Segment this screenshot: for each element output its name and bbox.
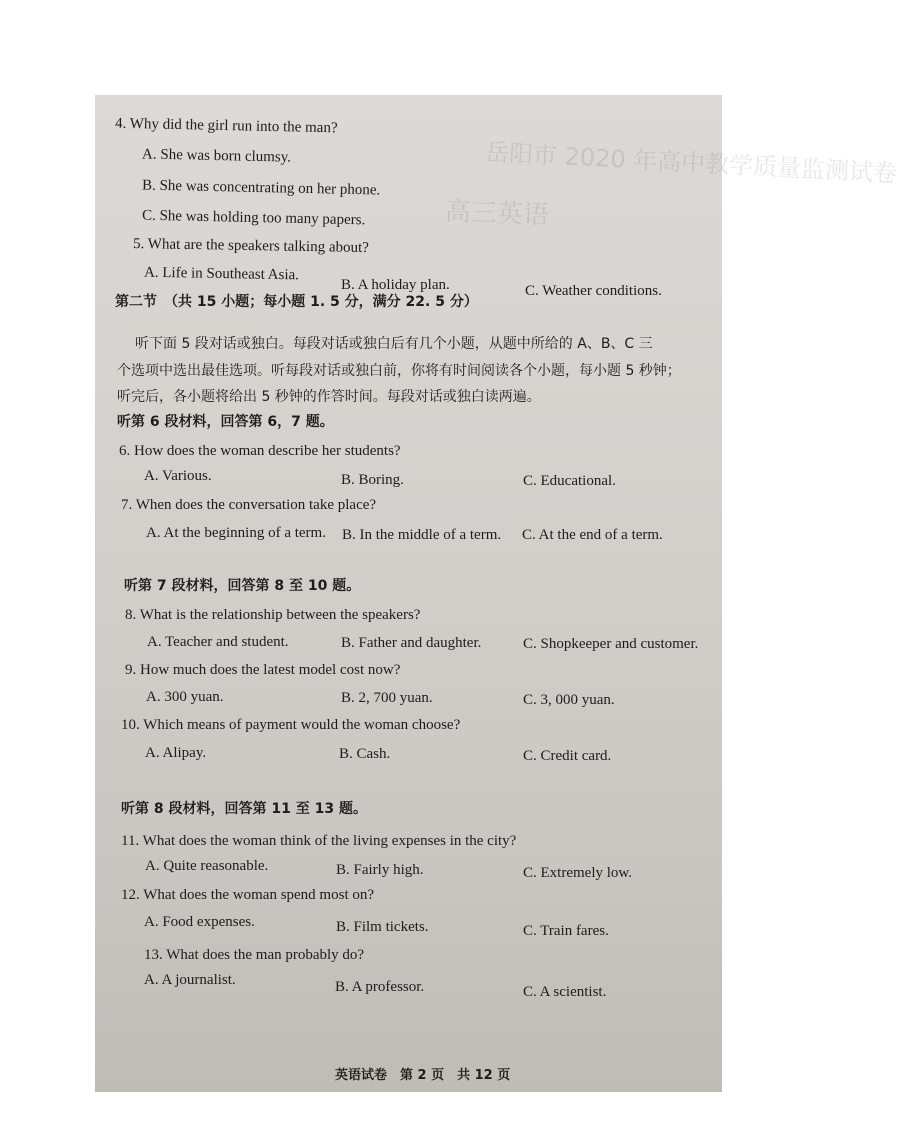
- question-4: 4. Why did the girl run into the man?: [114, 115, 338, 137]
- q9-option-c: C. 3, 000 yuan.: [523, 692, 615, 708]
- group-7-heading: 听第 7 段材料，回答第 8 至 10 题。: [124, 578, 361, 594]
- q4-option-a: A. She was born clumsy.: [141, 146, 292, 166]
- q10-option-b: B. Cash.: [339, 746, 391, 762]
- question-11: 11. What does the woman think of the living expenses in the city?: [121, 833, 517, 849]
- group-6-heading: 听第 6 段材料，回答第 6，7 题。: [117, 414, 334, 430]
- q11-option-c: C. Extremely low.: [523, 865, 633, 881]
- section-2-title: 第二节 （共 15 小题；每小题 1. 5 分，满分 22. 5 分）: [115, 294, 478, 310]
- section-2-instructions-line-3: 听完后，各小题将给出 5 秒钟的作答时间。每段对话或独白读两遍。: [117, 389, 541, 405]
- question-8: 8. What is the relationship between the speakers?: [125, 607, 421, 623]
- q6-option-b: B. Boring.: [341, 472, 404, 488]
- section-2-instructions-line-2: 个选项中选出最佳选项。听每段对话或独白前，你将有时间阅读各个小题，每小题 5 秒钟；: [117, 363, 681, 379]
- q13-option-a: A. A journalist.: [144, 972, 236, 988]
- question-6: 6. How does the woman describe her students?: [119, 443, 401, 459]
- q8-option-b: B. Father and daughter.: [341, 635, 482, 651]
- question-13: 13. What does the man probably do?: [144, 947, 365, 963]
- bleed-through-title: 岳阳市 2020 年高中教学质量监测试卷: [484, 138, 898, 188]
- bleed-through-subtitle: 高三英语: [444, 197, 550, 231]
- q4-option-b: B. She was concentrating on her phone.: [141, 177, 381, 199]
- q13-option-c: C. A scientist.: [523, 984, 607, 1000]
- q6-option-c: C. Educational.: [523, 473, 616, 489]
- q9-option-a: A. 300 yuan.: [146, 689, 224, 705]
- question-7: 7. When does the conversation take place?: [121, 497, 377, 513]
- section-2-instructions-line-1: 听下面 5 段对话或独白。每段对话或独白后有几个小题，从题中所给的 A、B、C 三: [121, 336, 653, 352]
- q7-option-b: B. In the middle of a term.: [342, 527, 502, 543]
- q10-option-c: C. Credit card.: [523, 748, 612, 764]
- page-footer: 英语试卷 第 2 页 共 12 页: [335, 1068, 511, 1083]
- group-8-heading: 听第 8 段材料，回答第 11 至 13 题。: [121, 801, 367, 817]
- q6-option-a: A. Various.: [144, 468, 212, 484]
- q5-option-b: B. A holiday plan.: [341, 277, 450, 293]
- q8-option-a: A. Teacher and student.: [147, 634, 289, 650]
- q11-option-b: B. Fairly high.: [336, 862, 424, 878]
- q12-option-b: B. Film tickets.: [336, 919, 429, 935]
- question-5: 5. What are the speakers talking about?: [132, 235, 370, 257]
- q13-option-b: B. A professor.: [335, 979, 425, 995]
- question-9: 9. How much does the latest model cost now?: [125, 662, 401, 678]
- q5-option-c: C. Weather conditions.: [525, 283, 662, 299]
- q12-option-c: C. Train fares.: [523, 923, 609, 939]
- question-12: 12. What does the woman spend most on?: [121, 887, 375, 903]
- q8-option-c: C. Shopkeeper and customer.: [523, 636, 699, 652]
- q5-option-a: A. Life in Southeast Asia.: [143, 264, 300, 284]
- exam-page: [95, 95, 898, 1092]
- q10-option-a: A. Alipay.: [145, 745, 207, 761]
- q7-option-c: C. At the end of a term.: [522, 527, 663, 543]
- q9-option-b: B. 2, 700 yuan.: [341, 690, 433, 706]
- question-10: 10. Which means of payment would the woman choose?: [121, 717, 461, 733]
- q12-option-a: A. Food expenses.: [144, 914, 255, 930]
- q11-option-a: A. Quite reasonable.: [145, 858, 269, 874]
- q4-option-c: C. She was holding too many papers.: [141, 207, 366, 229]
- q7-option-a: A. At the beginning of a term.: [146, 525, 326, 541]
